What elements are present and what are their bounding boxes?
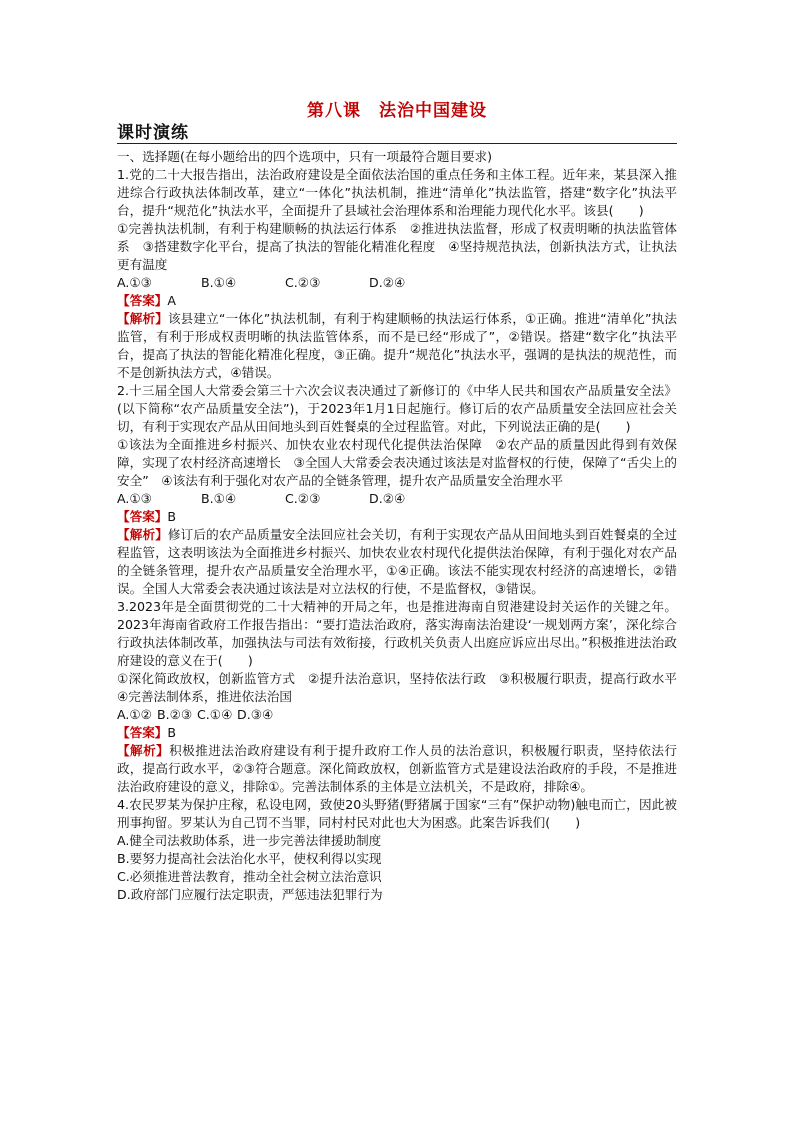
section-heading: 课时演练 xyxy=(117,123,189,143)
question-1-analysis xyxy=(117,310,677,382)
lesson-title: 第八课 法治中国建设 xyxy=(307,101,487,121)
question-3-analysis xyxy=(117,742,677,796)
option-d: D.②④ xyxy=(369,491,406,506)
option-d: D.③④ xyxy=(237,707,274,722)
content-body xyxy=(117,148,690,904)
question-2-statements: ①该法为全面推进乡村振兴、加快农业农村现代化提供法治保障 ②农产品的质量因此得到有效保障，实现了农村经济高速增长 ③全国人大常委会表决通过该法是对监督权的行使，保障了“舌尖上的安全” ④该法有利于强化对农产品的全链条管理，提升农产品质量安全治理水平 xyxy=(117,437,677,488)
option-a: A.①② xyxy=(117,707,152,722)
analysis-tag: 【解析】 xyxy=(117,311,168,326)
answer-tag: 【答案】 xyxy=(117,509,168,524)
question-1-stem: 1.党的二十大报告指出，法治政府建设是全面依法治国的重点任务和主体工程。近年来，某县深入推进综合行政执法体制改革，建立“一体化”执法机制，推进“清单化”执法监管，搭建“数字化”执法平台，提升“规范化”执法水平，全面提升了县域社会治理体系和治理能力现代化水平。该县( ) xyxy=(117,167,677,218)
question-4-choice-c: C.必须推进普法教育，推动全社会树立法治意识 xyxy=(117,869,382,884)
option-a: A.①③ xyxy=(117,491,152,506)
question-1-options xyxy=(117,274,677,292)
question-2-stem: 2.十三届全国人大常委会第三十六次会议表决通过了新修订的《中华人民共和国农产品质量安全法》(以下简称“农产品质量安全法”)，于2023年1月1日起施行。修订后的农产品质量安全法回应社会关切，有利于实现农产品从田间地头到百姓餐桌的全过程监管。对此，下列说法正确的是( ) xyxy=(117,383,677,434)
option-b: B.②③ xyxy=(157,707,193,722)
question-3-statements: ①深化简政放权，创新监管方式 ②提升法治意识，坚持依法行政 ③积极履行职责，提高行政水平 ④完善法制体系，推进依法治国 xyxy=(117,671,690,704)
answer-value: A xyxy=(167,293,176,308)
analysis-text: 该县建立“一体化”执法机制，有利于构建顺畅的执法运行体系，①正确。推进“清单化”执法监管，有利于形成权责明晰的执法监管体系，而不是已经“形成了”，②错误。搭建“数字化”执法平台，提高了执法的智能化精准化程度，③正确。提升“规范化”执法水平，强调的是执法的规范性，而不是创新执法方式，④错误。 xyxy=(117,311,678,380)
answer-value: B xyxy=(167,509,177,524)
question-2-answer xyxy=(117,508,677,526)
option-d: D.②④ xyxy=(369,275,406,290)
question-1-answer xyxy=(117,292,677,310)
question-3-options xyxy=(117,706,677,724)
question-2-analysis xyxy=(117,526,677,598)
option-b: B.①④ xyxy=(201,275,237,290)
answer-tag: 【答案】 xyxy=(117,293,168,308)
question-2-options xyxy=(117,490,677,508)
option-c: C.①④ xyxy=(197,707,233,722)
option-c: C.②③ xyxy=(285,491,321,506)
question-3-answer xyxy=(117,724,677,742)
question-1-statements: ①完善执法机制，有利于构建顺畅的执法运行体系 ②推进执法监督，形成了权责明晰的执法监管体系 ③搭建数字化平台，提高了执法的智能化精准化程度 ④坚持规范执法，创新执法方式，让执法更有温度 xyxy=(117,221,677,272)
question-4-choice-b: B.要努力提高社会法治化水平，使权利得以实现 xyxy=(117,851,382,866)
question-3-stem: 3.2023年是全面贯彻党的二十大精神的开局之年，也是推进海南自贸港建设封关运作的关键之年。2023年海南省政府工作报告指出：“要打造法治政府，落实海南法治建设‘一规划两方案’，深化综合行政执法体制改革，加强执法与司法有效衔接，行政机关负责人出庭应诉应出尽出。”积极推进法治政府建设的意义在于( ) xyxy=(117,599,677,668)
option-b: B.①④ xyxy=(201,491,237,506)
analysis-text: 积极推进法治政府建设有利于提升政府工作人员的法治意识，积极履行职责，坚持依法行政，提高行政水平，②③符合题意。深化简政放权，创新监管方式是建设法治政府的手段，不是推进法治政府建设的意义，排除①。完善法制体系的主体是立法机关，不是政府，排除④。 xyxy=(117,743,678,794)
option-c: C.②③ xyxy=(285,275,321,290)
answer-tag: 【答案】 xyxy=(117,725,168,740)
analysis-tag: 【解析】 xyxy=(117,527,168,542)
option-a: A.①③ xyxy=(117,275,152,290)
analysis-text: 修订后的农产品质量安全法回应社会关切，有利于实现农产品从田间地头到百姓餐桌的全过程监管，这表明该法为全面推进乡村振兴、加快农业农村现代化提供法治保障，有利于强化对农产品的全链条管理，提升农产品质量安全治理水平，①④正确。该法不能实现农村经济的高速增长，②错误。全国人大常委会表决通过该法是对立法权的行使，不是监督权，③错误。 xyxy=(117,527,678,596)
analysis-tag: 【解析】 xyxy=(117,743,170,758)
question-4-choice-d: D.政府部门应履行法定职责，严惩违法犯罪行为 xyxy=(117,887,383,902)
question-4-choice-a: A.健全司法救助体系，进一步完善法律援助制度 xyxy=(117,833,382,848)
answer-value: B xyxy=(167,725,177,740)
heading-rule xyxy=(117,143,677,144)
question-4-stem: 4.农民罗某为保护庄稼，私设电网，致使20头野猪(野猪属于国家“三有”保护动物)触电而亡，因此被刑事拘留。罗某认为自己罚不当罪，同村村民对此也大为困惑。此案告诉我们( ) xyxy=(117,797,677,830)
instructions: 一、选择题(在每小题给出的四个选项中，只有一项最符合题目要求) xyxy=(117,149,493,164)
